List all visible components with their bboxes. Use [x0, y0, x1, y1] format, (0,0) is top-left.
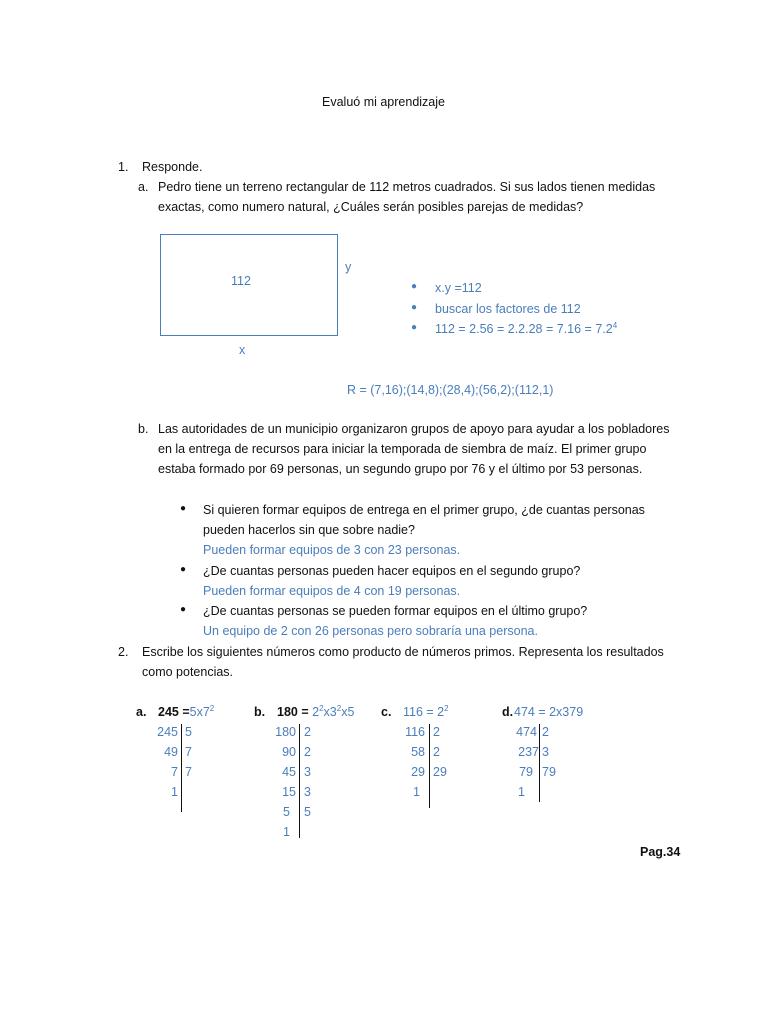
q2c-divisor: 2	[433, 745, 440, 759]
q2c-divisor: 29	[433, 765, 447, 779]
q2b-expression: $180 = 2^2x3^2x5$	[277, 703, 355, 719]
q1b-item1-question-line1: Si quieren formar equipos de entrega en el primer grupo, ¿de cuantas personas	[203, 503, 645, 517]
q1a-bullet-3: $112 = 2.56 = 2.2.28 = 7.16 = 7.2^4$	[435, 320, 618, 336]
q2d-divisor: 79	[542, 765, 556, 779]
q2a-divisor: 7	[185, 765, 192, 779]
q2a-divisor: 7	[185, 745, 192, 759]
rectangle-area-label: 112	[231, 274, 251, 288]
q2a-divisor: 5	[185, 725, 192, 739]
page-number: Pag.34	[640, 845, 681, 859]
q2d-divisor: 2	[542, 725, 549, 739]
q2b-divisor: 5	[304, 805, 311, 819]
q2c-division-line	[429, 724, 430, 808]
q2d-dividend: 1	[518, 785, 525, 799]
q2c-dividend: 58	[411, 745, 425, 759]
q2a-letter: a.	[136, 705, 147, 719]
q2-text-line2: como potencias.	[142, 665, 234, 679]
q2b-dividend: 1	[283, 825, 290, 839]
side-y-label: y	[345, 260, 352, 274]
q2b-divisor: 3	[304, 785, 311, 799]
bullet-icon: ●	[411, 302, 418, 313]
q2b-letter: b.	[254, 705, 266, 719]
q2b-dividend: 90	[282, 745, 296, 759]
q2b-division-line	[299, 724, 300, 838]
q2c-dividend: 1	[413, 785, 420, 799]
q1a-answer: R = (7,16);(14,8);(28,4);(56,2);(112,1)	[347, 383, 554, 397]
q1a-text-line2: exactas, como numero natural, ¿Cuáles serán posibles parejas de medidas?	[158, 200, 584, 214]
q1b-item1-question-line2: pueden hacerlos sin que sobre nadie?	[203, 523, 415, 537]
q1a-bullet-2: buscar los factores de 112	[435, 302, 581, 316]
q1b-text-line2: en la entrega de recursos para iniciar la temporada de siembra de maíz. El primer grupo	[158, 442, 647, 456]
q2a-dividend: 1	[171, 785, 178, 799]
q2b-dividend: 180	[275, 725, 296, 739]
q1b-item2-question: ¿De cuantas personas pueden hacer equipos en el segundo grupo?	[203, 564, 581, 578]
bullet-icon: ●	[180, 604, 187, 615]
q1a-text-line1: Pedro tiene un terreno rectangular de 112 metros cuadrados. Si sus lados tienen medidas	[158, 180, 656, 194]
q2d-dividend: 237	[518, 745, 539, 759]
q2b-dividend: 15	[282, 785, 296, 799]
q1b-text-line1: Las autoridades de un municipio organizaron grupos de apoyo para ayudar a los pobladores	[158, 422, 670, 436]
q2a-expression: $245 =5x7^2$	[158, 703, 215, 719]
q1b-letter: b.	[138, 422, 149, 436]
q2d-division-line	[539, 724, 540, 802]
bullet-icon: ●	[411, 322, 418, 333]
q1b-item2-answer: Pueden formar equipos de 4 con 19 personas.	[203, 584, 461, 598]
q2-number: 2.	[118, 645, 129, 659]
q1b-text-line3: estaba formado por 69 personas, un segundo grupo por 76 y el último por 53 personas.	[158, 462, 643, 476]
q1a-bullet-1: x.y =112	[435, 281, 482, 295]
q2c-divisor: 2	[433, 725, 440, 739]
q2d-expression: 474 = 2x379	[514, 705, 584, 719]
q2d-letter: d.	[502, 705, 514, 719]
q2d-divisor: 3	[542, 745, 549, 759]
q2b-divisor: 2	[304, 725, 311, 739]
q2c-dividend: 116	[405, 725, 425, 739]
q2c-dividend: 29	[411, 765, 425, 779]
q2b-dividend: 45	[282, 765, 296, 779]
q2a-dividend: 49	[164, 745, 178, 759]
page-title: Evaluó mi aprendizaje	[322, 95, 445, 109]
q1-heading: Responde.	[142, 160, 203, 174]
bullet-icon: ●	[411, 281, 418, 292]
q2b-dividend: 5	[283, 805, 290, 819]
q2d-dividend: 79	[519, 765, 533, 779]
q2d-dividend: 474	[516, 725, 537, 739]
q2a-dividend: 7	[171, 765, 178, 779]
q2a-division-line	[181, 724, 182, 812]
q1b-item3-answer: Un equipo de 2 con 26 personas pero sobraría una persona.	[203, 624, 538, 638]
side-x-label: x	[239, 343, 246, 357]
q2b-divisor: 3	[304, 765, 311, 779]
q1-number: 1.	[118, 160, 129, 174]
q1b-item3-question: ¿De cuantas personas se pueden formar equipos en el último grupo?	[203, 604, 588, 618]
q2b-divisor: 2	[304, 745, 311, 759]
q2a-dividend: 245	[157, 725, 178, 739]
bullet-icon: ●	[180, 503, 187, 514]
q2-text-line1: Escribe los siguientes números como producto de números primos. Representa los resultados	[142, 645, 664, 659]
bullet-icon: ●	[180, 564, 187, 575]
q2c-expression: $116 = 2^2$	[403, 703, 449, 719]
q1a-letter: a.	[138, 180, 149, 194]
q1b-item1-answer: Pueden formar equipos de 3 con 23 personas.	[203, 543, 461, 557]
q2c-letter: c.	[381, 705, 392, 719]
